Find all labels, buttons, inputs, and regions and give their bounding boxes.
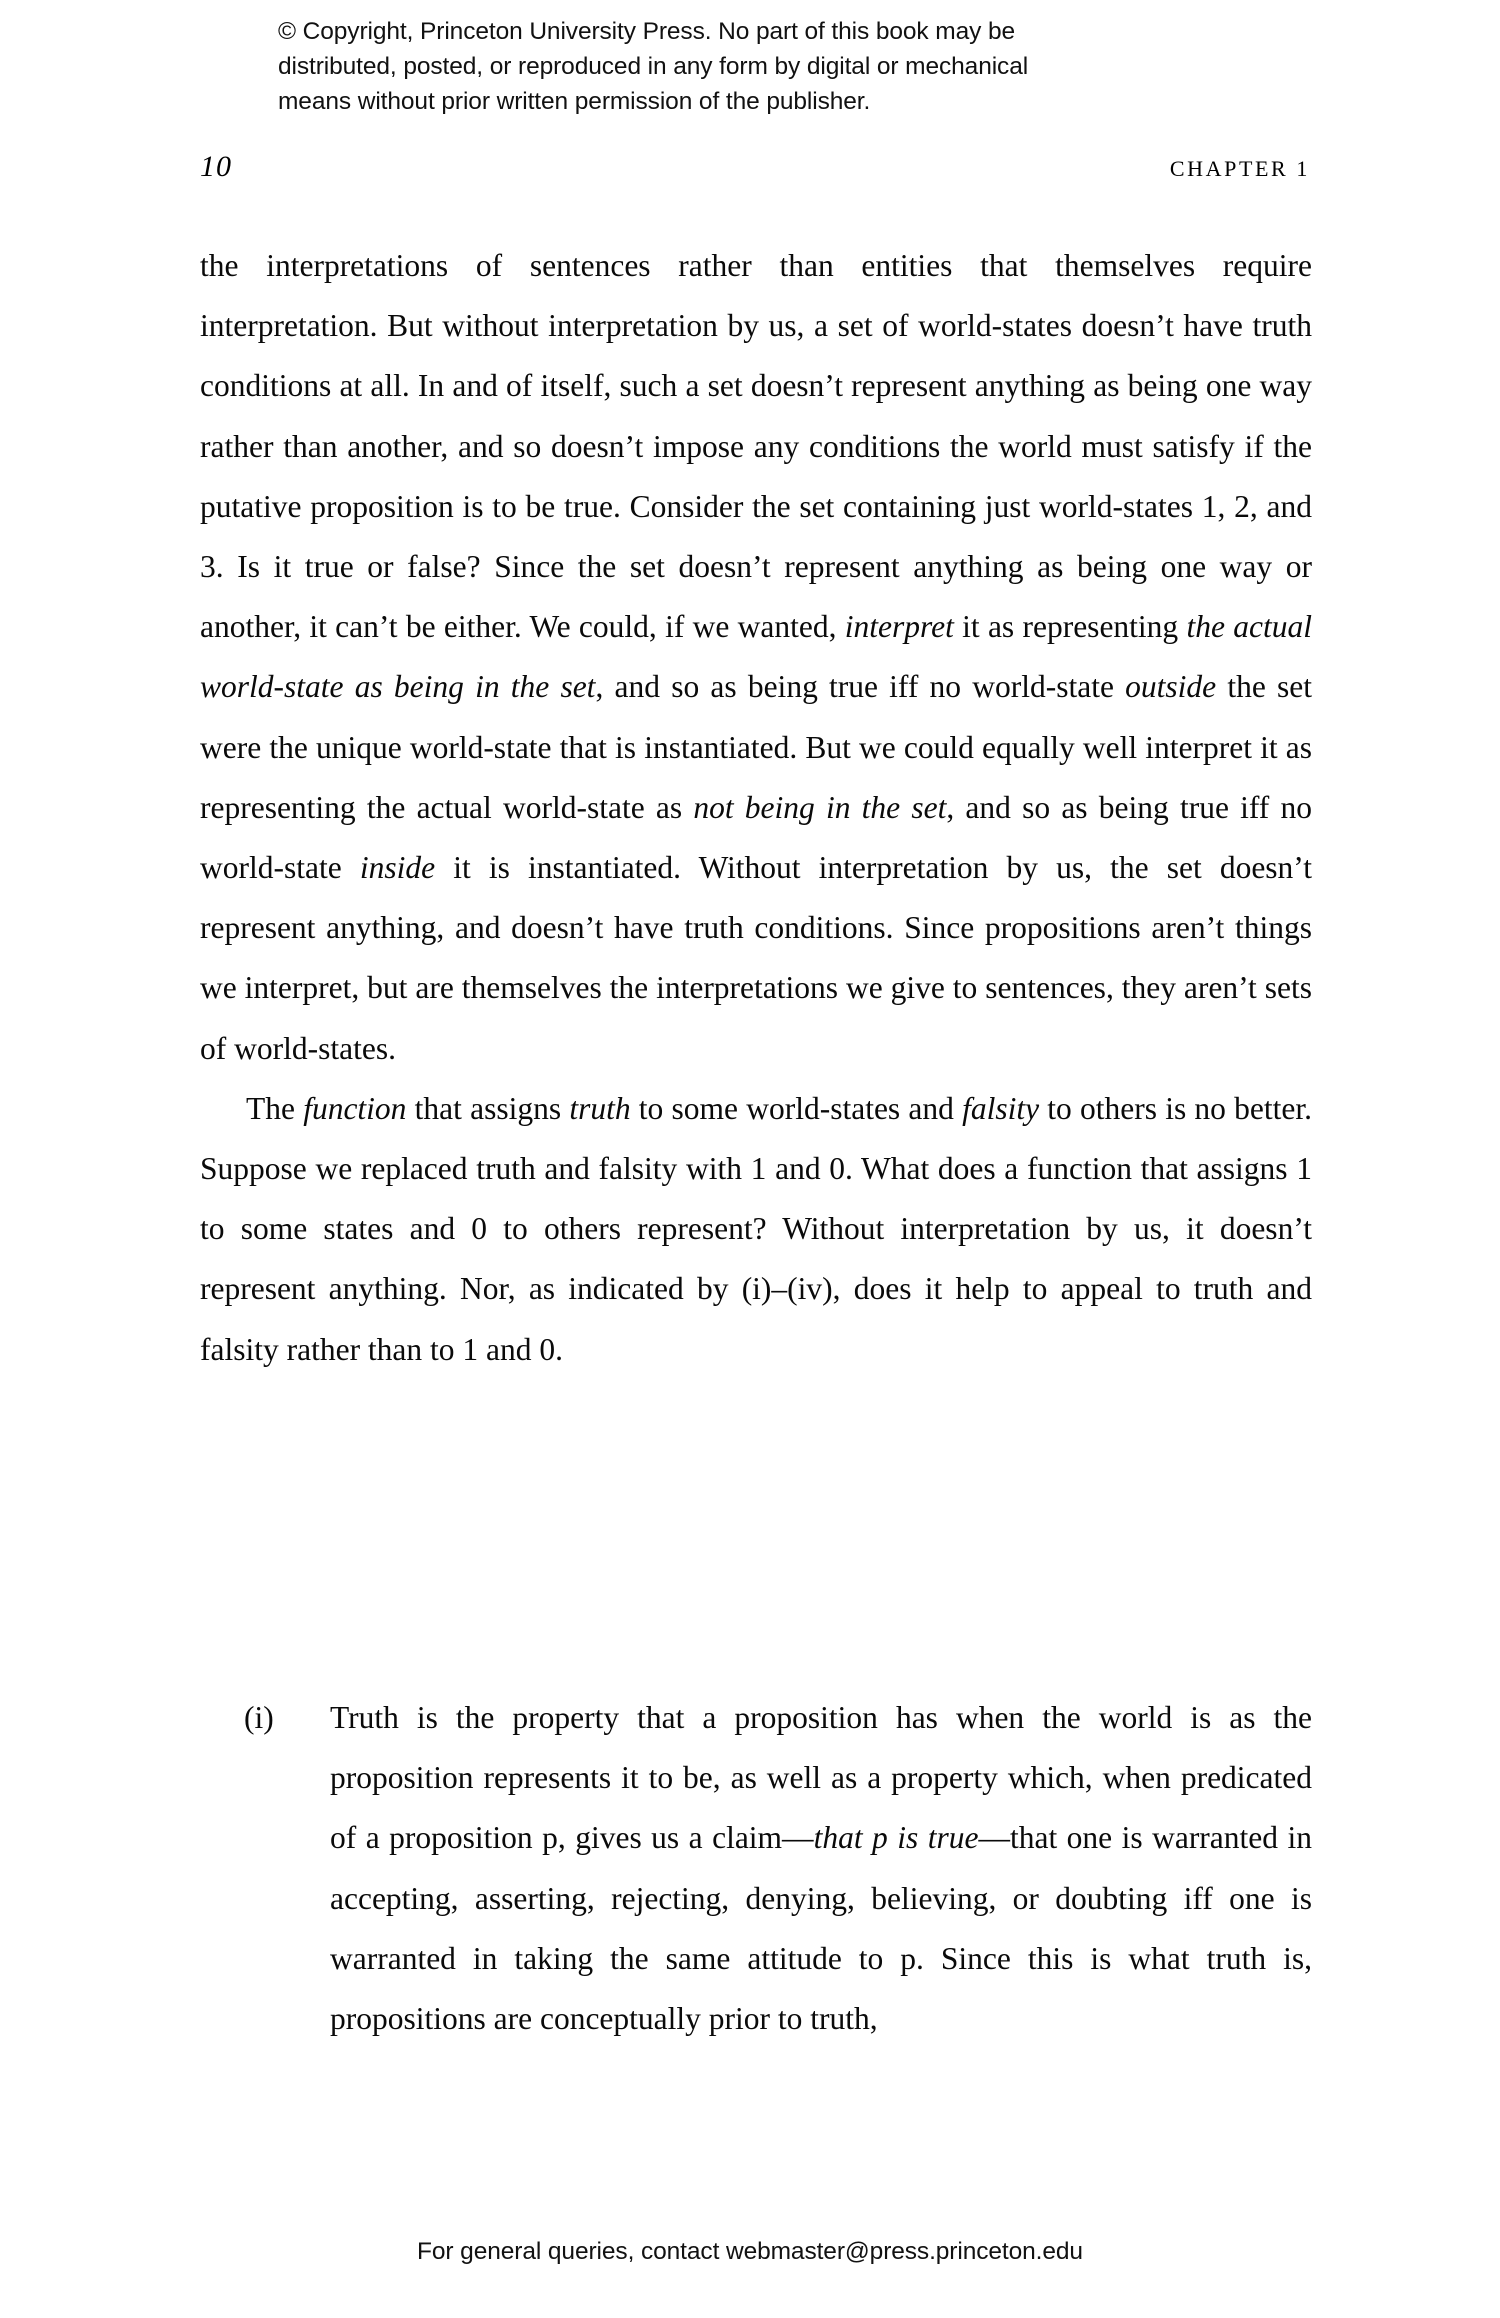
roman-text-run: it as representing [953, 609, 1187, 645]
roman-text-run: it is instantiated. Without interpretation by us, the set doesn’t represent anything, and doesn’t have truth conditions. Since propositions aren’t things we interpret, but are themselves the interpretations we give to sentences, they aren’t sets of world-states. [200, 850, 1312, 1066]
emphasis-text: outside [1125, 669, 1217, 705]
roman-text-run: that assigns [406, 1090, 570, 1126]
copyright-notice-line-1: © Copyright, Princeton University Press. No part of this book may be [278, 18, 1016, 45]
emphasis-text: the actual world-state as being in the set [200, 609, 1312, 705]
roman-text-run: Truth is the property that a proposition has when the world is as the proposition represents it to be, as well as a property which, when predicated of a proposition p, gives us a claim— [330, 1700, 1312, 1856]
body-text-column [200, 236, 1312, 1380]
roman-text-run: the interpretations of sentences rather than entities that themselves require interpretation. But without interpretation by us, a set of world-states doesn’t have truth conditions at all. In and of itself, such a set doesn’t represent anything as being one way rather than another, and so doesn’t impose any conditions the world must satisfy if the putative proposition is to be true. Consider the set containing just world-states 1, 2, and 3. Is it true or false? Since the set doesn’t represent anything as being one way or another, it can’t be either. We could, if we wanted, [200, 248, 1312, 645]
chapter-label: CHAPTER 1 [1169, 156, 1310, 181]
running-head [200, 150, 1310, 192]
roman-text-run: , and so as being true iff no world-state [200, 789, 1312, 886]
roman-numeral-list [200, 1688, 1312, 2049]
copyright-notice-line-2: distributed, posted, or reproduced in any form by digital or mechanical [278, 53, 1029, 80]
paragraph-continuation [200, 236, 1312, 1079]
emphasis-text: falsity [962, 1090, 1040, 1126]
roman-text-run: to others is no better. Suppose we replaced truth and falsity with 1 and 0. What does a function that assigns 1 to some states and 0 to others represent? Without interpretation by us, it doesn’t represent anything. Nor, as indicated by (i)–(iv), does it help to appeal to truth and falsity rather than to 1 and 0. [200, 1090, 1312, 1367]
page-number: 10 [200, 150, 232, 183]
roman-text-run: to some world-states and [630, 1090, 963, 1126]
emphasis-text: interpret [844, 609, 954, 645]
emphasis-text: truth [569, 1090, 631, 1126]
list-item-text [330, 1688, 1312, 2049]
emphasis-text: that p is true [813, 1820, 979, 1856]
emphasis-text: not being in the set [693, 789, 947, 825]
roman-text-run: The [246, 1090, 304, 1126]
page-footer: For general queries, contact webmaster@press.princeton.edu [417, 2238, 1083, 2265]
list-item-marker: (i) [244, 1700, 274, 1735]
emphasis-text: inside [359, 850, 436, 886]
copyright-notice-line-3: means without prior written permission of the publisher. [278, 88, 871, 115]
paragraph-function-argument [200, 1079, 1312, 1380]
roman-text-run: —that one is warranted in accepting, asserting, rejecting, denying, believing, or doubting iff one is warranted in taking the same attitude to p. Since this is what truth is, propositions are conceptually prior to truth, [330, 1820, 1312, 2037]
list-item [200, 1688, 1312, 2049]
copyright-notice [278, 14, 1218, 119]
roman-text-run: the set were the unique world-state that is instantiated. But we could equally well interpret it as representing the actual world-state as [200, 669, 1312, 825]
emphasis-text: function [303, 1090, 407, 1126]
roman-text-run: , and so as being true iff no world-state [595, 669, 1126, 705]
